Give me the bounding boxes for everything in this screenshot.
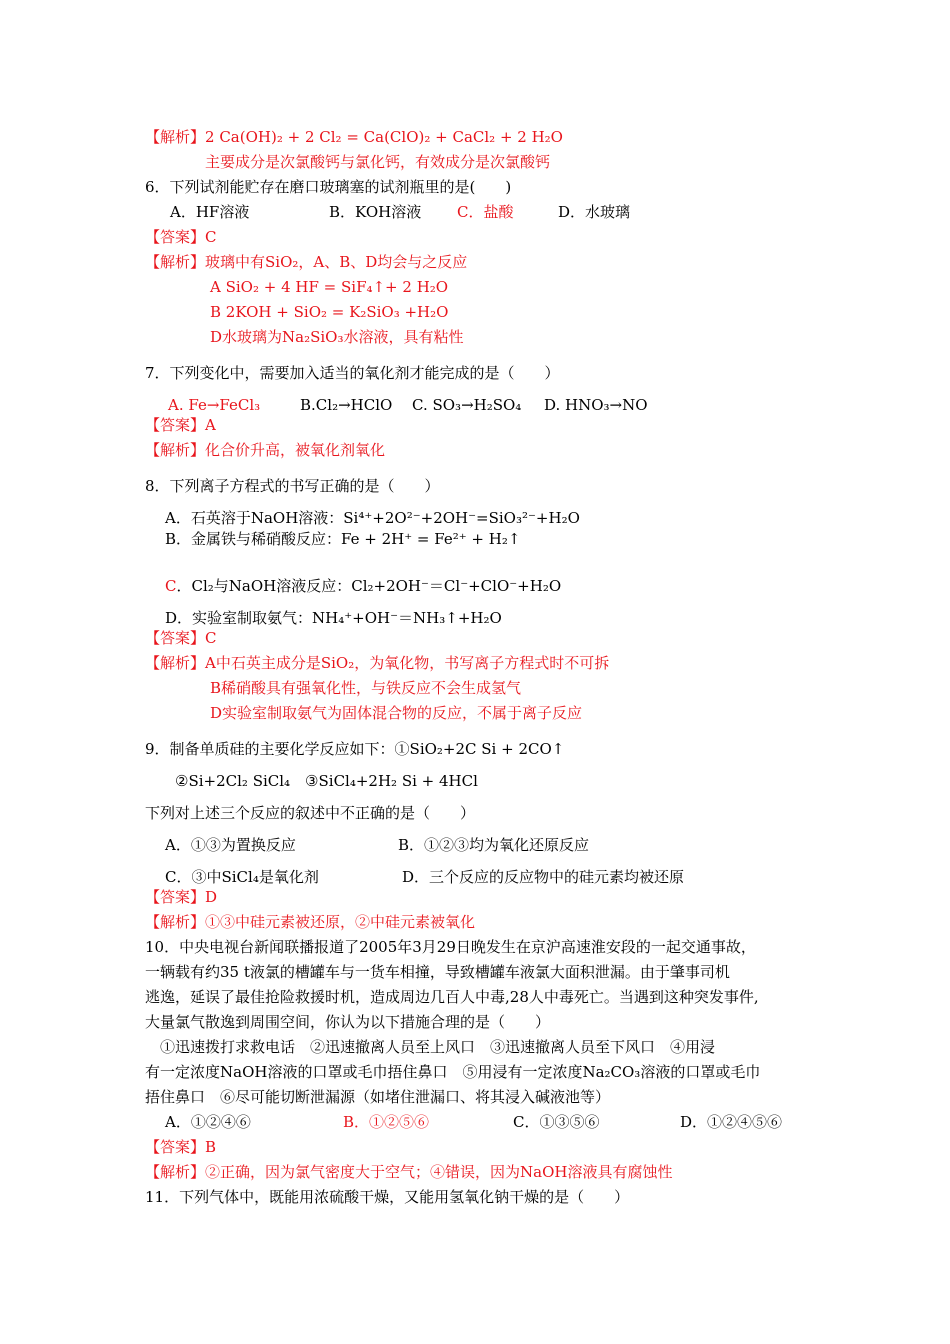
q9-stem-1: 9．制备单质硅的主要化学反应如下：①SiO₂+2C Si + 2CO↑ [145, 740, 565, 758]
q9-option-b: B．①②③均为氧化还原反应 [398, 836, 590, 854]
q6-analysis-line-1: 玻璃中有SiO₂，A、B、D均会与之反应 [205, 253, 468, 271]
analysis-tag: 【解析】 [145, 253, 206, 271]
q6-option-d: D．水玻璃 [558, 203, 631, 221]
analysis-tag: 【解析】 [145, 1163, 206, 1181]
q8-analysis-line-3: D实验室制取氨气为固体混合物的反应，不属于离子反应 [210, 704, 583, 722]
q10-line-5: ①迅速拨打求救电话 ②迅速撤离人员至上风口 ③迅速撤离人员至下风口 ④用浸 [145, 1038, 716, 1056]
analysis-tag: 【解析】 [145, 441, 206, 459]
q6-analysis [145, 252, 467, 272]
q9-stem-3: 下列对上述三个反应的叙述中不正确的是（ ） [145, 804, 476, 822]
q11-stem: 11．下列气体中，既能用浓硫酸干燥，又能用氢氧化钠干燥的是（ ） [145, 1188, 630, 1206]
analysis-tag: 【解析】 [145, 128, 206, 146]
q7-answer [145, 415, 216, 435]
q10-line-3: 逃逸，延误了最佳抢险救援时机，造成周边几百人中毒,28人中毒死亡。当遇到这种突发事件, [145, 988, 759, 1006]
q10-line-6: 有一定浓度NaOH溶液的口罩或毛巾捂住鼻口 ⑤用浸有一定浓度Na₂CO₃溶液的口罩或毛巾 [145, 1063, 761, 1081]
q10-line-2: 一辆载有约35 t液氯的槽罐车与一货车相撞，导致槽罐车液氯大面积泄漏。由于肇事司机 [145, 963, 730, 981]
analysis-tag: 【解析】 [145, 913, 206, 931]
q8-analysis-line-2: B稀硝酸具有强氧化性，与铁反应不会生成氢气 [210, 679, 522, 697]
q10-line-4: 大量氯气散逸到周围空间，你认为以下措施合理的是（ ） [145, 1013, 551, 1031]
q6-option-a: A．HF溶液 [170, 203, 250, 221]
q10-option-b: B．①②⑤⑥ [343, 1113, 430, 1131]
q10-answer-value: B [205, 1138, 217, 1156]
q9-analysis [145, 912, 475, 932]
q10-option-d: D．①②④⑤⑥ [680, 1113, 783, 1131]
q6-option-b: B．KOH溶液 [329, 203, 422, 221]
q8-answer [145, 628, 217, 648]
answer-tag: 【答案】 [145, 228, 206, 246]
q7-option-d: D. HNO₃→NO [544, 396, 648, 414]
q10-option-a: A．①②④⑥ [165, 1113, 251, 1131]
q6-answer [145, 227, 217, 247]
q10-option-c: C．①③⑤⑥ [513, 1113, 600, 1131]
q6-option-c: C．盐酸 [457, 203, 514, 221]
q9-stem-2: ②Si+2Cl₂ SiCl₄ ③SiCl₄+2H₂ Si + 4HCl [175, 772, 478, 790]
q9-option-a: A．①③为置换反应 [165, 836, 296, 854]
q10-analysis-text: ②正确，因为氯气密度大于空气；④错误，因为NaOH溶液具有腐蚀性 [205, 1163, 673, 1181]
answer-tag: 【答案】 [145, 629, 206, 647]
q8-option-b: B．金属铁与稀硝酸反应：Fe + 2H⁺ = Fe²⁺ + H₂↑ [165, 530, 521, 548]
q5-analysis-equation: 2 Ca(OH)₂ + 2 Cl₂ = Ca(ClO)₂ + CaCl₂ + 2 H₂O [205, 128, 563, 146]
q8-option-a: A．石英溶于NaOH溶液：Si⁴⁺+2O²⁻+2OH⁻=SiO₃²⁻+H₂O [165, 509, 580, 527]
q8-option-c: C．Cl₂与NaOH溶液反应：Cl₂+2OH⁻＝Cl⁻+ClO⁻+H₂O [165, 577, 562, 595]
q7-option-c: C. SO₃→H₂SO₄ [412, 396, 522, 414]
q6-answer-value: C [205, 228, 217, 246]
answer-tag: 【答案】 [145, 416, 206, 434]
q7-analysis-text: 化合价升高，被氧化剂氧化 [205, 441, 386, 459]
q8-analysis-line-1: A中石英主成分是SiO₂，为氧化物，书写离子方程式时不可拆 [205, 654, 610, 672]
q10-answer [145, 1137, 216, 1157]
analysis-tag: 【解析】 [145, 654, 206, 672]
q6-analysis-line-3: B 2KOH + SiO₂ = K₂SiO₃ +H₂O [210, 303, 449, 321]
q8-analysis [145, 653, 609, 673]
answer-tag: 【答案】 [145, 888, 206, 906]
q9-analysis-text: ①③中硅元素被还原，②中硅元素被氧化 [205, 913, 476, 931]
q10-line-1: 10．中央电视台新闻联播报道了2005年3月29日晚发生在京沪高速淮安段的一起交通事故， [145, 938, 756, 956]
q10-line-7: 捂住鼻口 ⑥尽可能切断泄漏源（如堵住泄漏口、将其浸入碱液池等） [145, 1088, 611, 1106]
q5-analysis-note: 主要成分是次氯酸钙与氯化钙，有效成分是次氯酸钙 [205, 153, 551, 171]
q7-answer-value: A [205, 416, 216, 434]
q8-stem: 8．下列离子方程式的书写正确的是（ ） [145, 477, 440, 495]
q7-analysis [145, 440, 385, 460]
q7-option-a: A. Fe→FeCl₃ [168, 396, 261, 414]
q9-option-c: C．③中SiCl₄是氧化剂 [165, 868, 319, 886]
q8-answer-value: C [205, 629, 217, 647]
q9-answer [145, 887, 217, 907]
answer-tag: 【答案】 [145, 1138, 206, 1156]
q9-answer-value: D [205, 888, 218, 906]
q6-stem: 6．下列试剂能贮存在磨口玻璃塞的试剂瓶里的是( ) [145, 178, 512, 196]
q6-analysis-line-4: D水玻璃为Na₂SiO₃水溶液，具有粘性 [210, 328, 464, 346]
q7-option-b: B.Cl₂→HClO [300, 396, 393, 414]
q10-analysis [145, 1162, 672, 1182]
q6-analysis-line-2: A SiO₂ + 4 HF = SiF₄↑+ 2 H₂O [210, 278, 449, 296]
q7-stem: 7．下列变化中，需要加入适当的氧化剂才能完成的是（ ） [145, 364, 560, 382]
q9-option-d: D．三个反应的反应物中的硅元素均被还原 [402, 868, 685, 886]
q8-option-c-text: ．Cl₂与NaOH溶液反应：Cl₂+2OH⁻＝Cl⁻+ClO⁻+H₂O [176, 577, 562, 595]
q5-analysis [145, 127, 563, 147]
q8-option-d: D．实验室制取氨气：NH₄⁺+OH⁻＝NH₃↑+H₂O [165, 609, 502, 627]
